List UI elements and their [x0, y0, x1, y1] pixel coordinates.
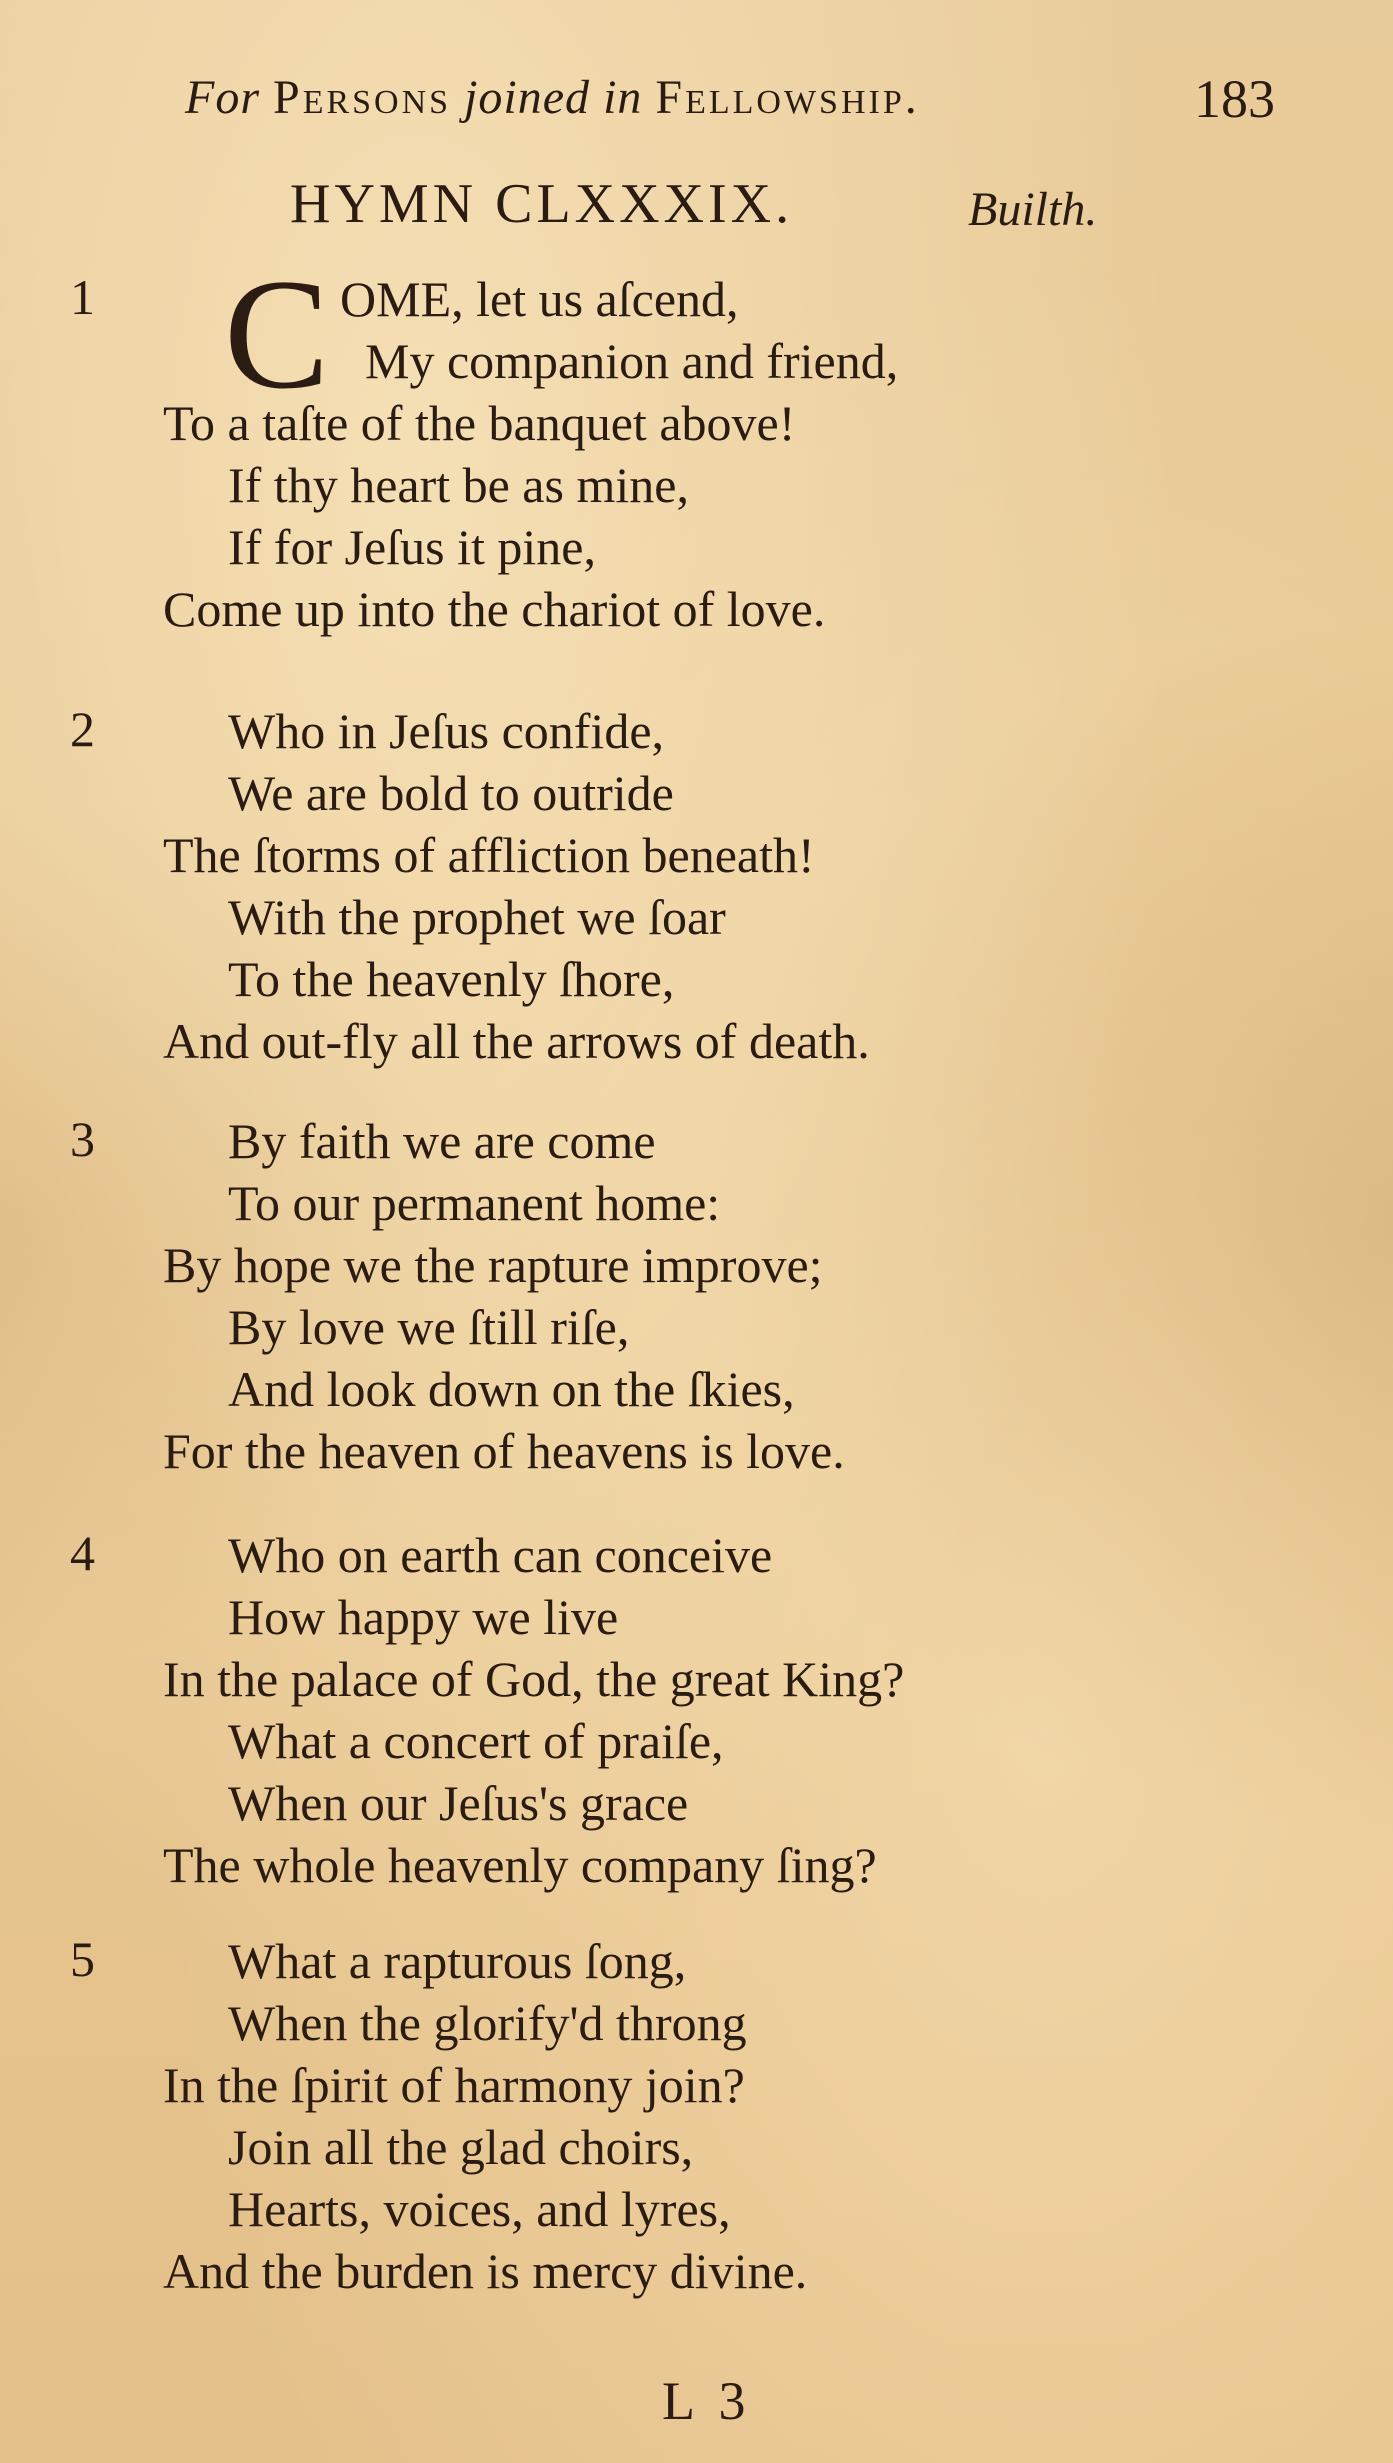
- hymn-title: HYMN CLXXXIX.: [290, 173, 794, 235]
- verse-line: And the burden is mercy divine.: [163, 2243, 808, 2299]
- running-head-word: in: [603, 71, 643, 124]
- stanza-number: 3: [70, 1111, 95, 1167]
- verse-line: What a concert of praiſe,: [228, 1713, 724, 1769]
- verse-line: By love we ſtill riſe,: [228, 1299, 630, 1355]
- stanza-number: 5: [70, 1931, 95, 1987]
- verse-line: Come up into the chariot of love.: [163, 581, 826, 637]
- verse-line: Join all the glad choirs,: [228, 2119, 694, 2175]
- verse-line: For the heaven of heavens is love.: [163, 1423, 845, 1479]
- running-head-word: Fellowship.: [655, 71, 920, 124]
- verse-line: And out-fly all the arrows of death.: [163, 1013, 870, 1069]
- verse-line: What a rapturous ſong,: [228, 1933, 687, 1989]
- running-head-word: joined: [464, 71, 591, 124]
- verse-line: How happy we live: [228, 1589, 619, 1645]
- signature-mark: L 3: [662, 2371, 752, 2431]
- verse-line: When our Jeſus's grace: [228, 1775, 689, 1831]
- hymn-tune: Builth.: [968, 183, 1098, 236]
- stanza-number: 1: [70, 269, 95, 325]
- verse-line: When the glorify'd throng: [228, 1995, 747, 2051]
- drop-cap: C: [224, 247, 330, 422]
- verse-line: OME, let us aſcend,: [340, 271, 739, 327]
- verse-line: The whole heavenly company ſing?: [163, 1837, 877, 1893]
- stanza-number: 2: [70, 701, 95, 757]
- verse-line: Hearts, voices, and lyres,: [228, 2181, 731, 2237]
- page-number: 183: [1194, 69, 1275, 129]
- stanza-number: 4: [70, 1525, 95, 1581]
- verse-line: The ſtorms of affliction beneath!: [163, 827, 815, 883]
- verse-line: By hope we the rapture improve;: [163, 1237, 823, 1293]
- verse-line: In the ſpirit of harmony join?: [163, 2057, 745, 2113]
- verse-line: Who on earth can conceive: [228, 1527, 773, 1583]
- running-head-word: For: [185, 71, 260, 124]
- verse-line: To our permanent home:: [228, 1175, 721, 1231]
- running-head-word: Persons: [273, 71, 452, 124]
- verse-line: In the palace of God, the great King?: [163, 1651, 905, 1707]
- verse-line: We are bold to outride: [228, 765, 674, 821]
- verse-line: And look down on the ſkies,: [228, 1361, 795, 1417]
- verse-line: To a taſte of the banquet above!: [163, 395, 796, 451]
- verse-line: With the prophet we ſoar: [228, 889, 726, 945]
- verse-line: If for Jeſus it pine,: [228, 519, 596, 575]
- verse-line: Who in Jeſus confide,: [228, 703, 665, 759]
- verse-line: To the heavenly ſhore,: [228, 951, 675, 1007]
- verse-line: My companion and friend,: [365, 333, 899, 389]
- running-head: [185, 70, 1280, 140]
- verse-line: By faith we are come: [228, 1113, 656, 1169]
- verse-line: If thy heart be as mine,: [228, 457, 689, 513]
